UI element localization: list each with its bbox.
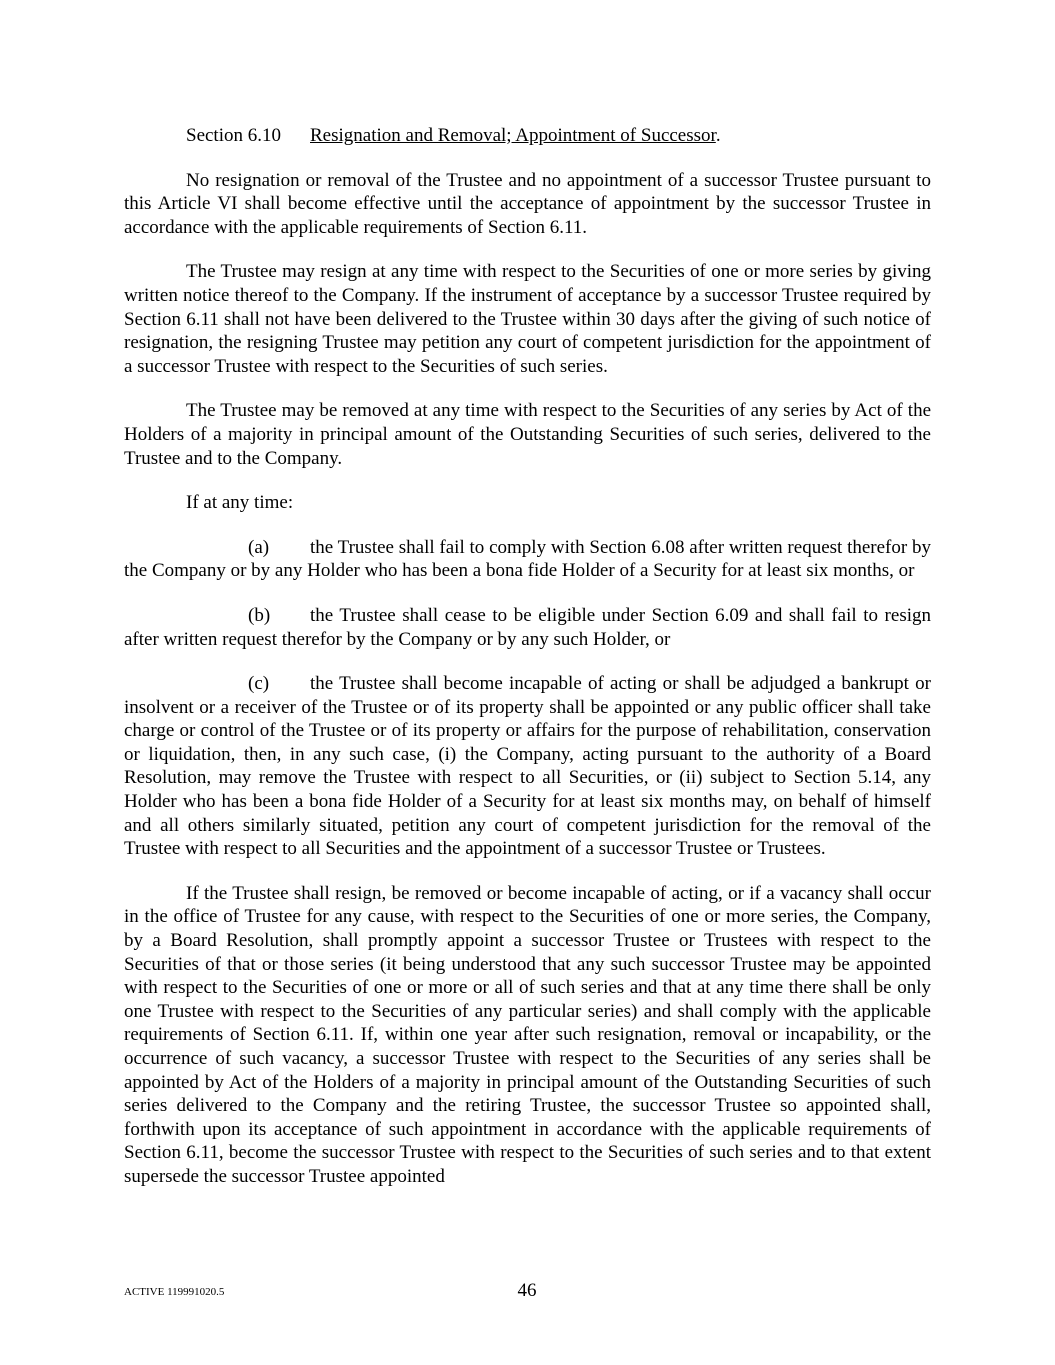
footer-document-id: ACTIVE 119991020.5	[124, 1286, 225, 1298]
section-title: Resignation and Removal; Appointment of Successor	[310, 125, 716, 146]
section-heading	[124, 124, 931, 148]
document-page	[124, 124, 931, 1210]
clause-b-text: the Trustee shall cease to be eligible under Section 6.09 and shall fail to resign after written request therefor by the Company or by any such Holder, or	[124, 604, 931, 650]
clause-a	[124, 536, 931, 583]
paragraph-acceptance-requirement: No resignation or removal of the Trustee and no appointment of a successor Trustee pursuant to this Article VI shall become effective until the acceptance of appointment by the successor Trustee in accordance with the applicable requirements of Section 6.11.	[124, 169, 931, 238]
clause-c-text: the Trustee shall become incapable of acting or shall be adjudged a bankrupt or insolvent or a receiver of the Trustee or of its property shall be appointed or any public officer shall take charge or control of the Trustee or of its property or affairs for the purpose of rehabilitation, conservation or liquidation, then, in any such case, (i) the Company, acting pursuant to the authority of a Board Resolution, may remove the Trustee with respect to all Securities, or (ii) subject to Section 5.14, any Holder who has been a bona fide Holder of a Security for at least six months may, on behalf of himself and all others similarly situated, petition any court of competent jurisdiction for the removal of the Trustee with respect to all Securities and the appointment of a successor Trustee or Trustees.	[124, 673, 931, 860]
clause-c-label: (c)	[248, 673, 270, 695]
clause-a-label: (a)	[248, 536, 270, 558]
clause-b-label: (b)	[248, 604, 271, 626]
clause-c	[124, 672, 931, 861]
footer-page-number: 46	[517, 1280, 537, 1301]
clause-a-text: the Trustee shall fail to comply with Section 6.08 after written request therefor by the Company or by any Holder who has been a bona fide Holder of a Security for at least six months, or	[124, 536, 931, 582]
section-title-period: .	[715, 125, 721, 146]
clause-b	[124, 604, 931, 651]
paragraph-removal-by-holders: The Trustee may be removed at any time with respect to the Securities of any series by Act of the Holders of a majority in principal amount of the Outstanding Securities of such series, delivered to the Trustee and to the Company.	[124, 400, 931, 469]
paragraph-if-at-any-time: If at any time:	[186, 492, 294, 514]
paragraph-resignation: The Trustee may resign at any time with respect to the Securities of one or more series by giving written notice thereof to the Company. If the instrument of acceptance by a successor Trustee required by Section 6.11 shall not have been delivered to the Trustee within 30 days after the giving of such notice of resignation, the resigning Trustee may petition any court of competent jurisdiction for the appointment of a successor Trustee with respect to the Securities of such series.	[124, 261, 931, 377]
section-number: Section 6.10	[186, 125, 281, 146]
paragraph-successor-appointment: If the Trustee shall resign, be removed or become incapable of acting, or if a vacancy shall occur in the office of Trustee for any cause, with respect to the Securities of one or more series, the Company, by a Board Resolution, shall promptly appoint a successor Trustee or Trustees with respect to the Securities of that or those series (it being understood that any such successor Trustee may be appointed with respect to the Securities of one or more or all of such series and that at any time there shall be only one Trustee with respect to the Securities of any particular series) and shall comply with the applicable requirements of Section 6.11. If, within one year after such resignation, removal or incapability, or the occurrence of such vacancy, a successor Trustee with respect to the Securities of any series shall be appointed by Act of the Holders of a majority in principal amount of the Outstanding Securities of such series delivered to the Company and the retiring Trustee, the successor Trustee so appointed shall, forthwith upon its acceptance of such appointment in accordance with the applicable requirements of Section 6.11, become the successor Trustee with respect to the Securities of such series and to that extent supersede the successor Trustee appointed	[124, 882, 931, 1187]
